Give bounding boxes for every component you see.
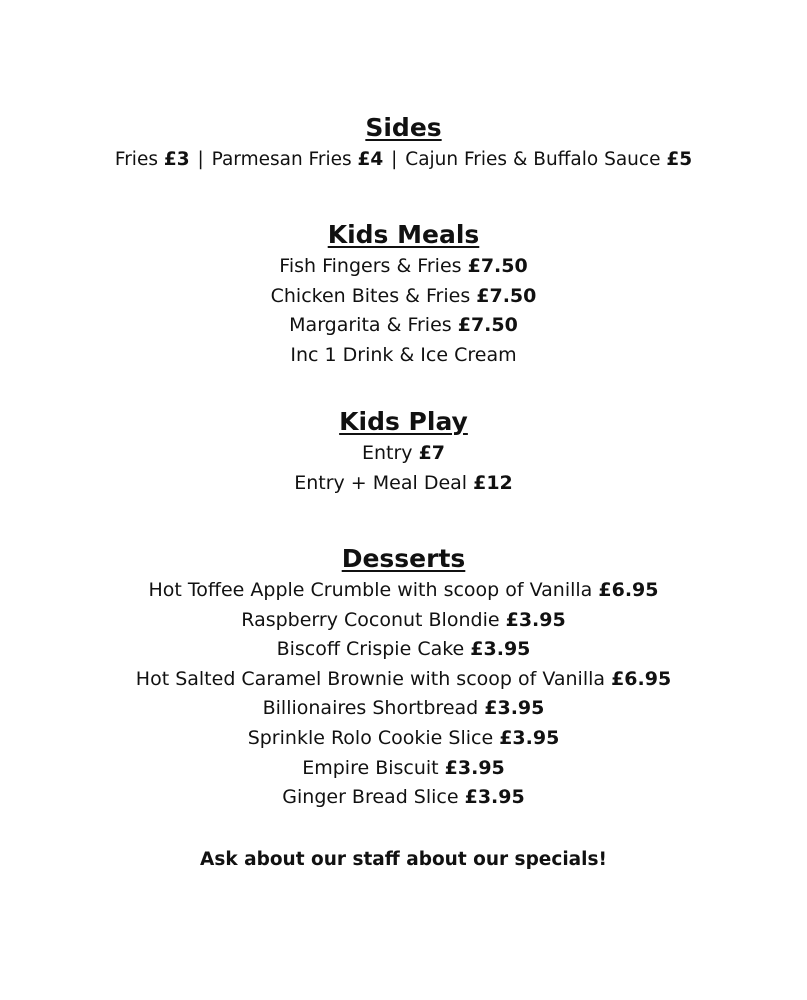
menu-item-price: £3.95 bbox=[464, 786, 525, 809]
menu-item bbox=[0, 694, 807, 724]
menu-item-name: Entry bbox=[361, 442, 413, 464]
menu-item-price: £7.50 bbox=[467, 255, 528, 277]
menu-item-price: £6.95 bbox=[598, 579, 659, 601]
kids-meals-section bbox=[0, 220, 807, 370]
desserts-heading: Desserts bbox=[341, 544, 466, 573]
kids-play-items bbox=[0, 439, 807, 498]
menu-item-price: £3.95 bbox=[499, 726, 560, 749]
sides-line bbox=[0, 145, 807, 175]
menu-item bbox=[0, 311, 807, 341]
menu-item-name: Biscoff Crispie Cake bbox=[276, 638, 465, 661]
menu-item bbox=[0, 606, 807, 636]
menu-item-name: Sprinkle Rolo Cookie Slice bbox=[247, 726, 494, 749]
menu-item-price: £3.95 bbox=[470, 638, 531, 661]
kids-meals-note: Inc 1 Drink & Ice Cream bbox=[290, 343, 517, 366]
menu-item bbox=[0, 282, 807, 312]
menu-item-name: Entry + Meal Deal bbox=[294, 471, 468, 494]
menu-item bbox=[0, 783, 807, 813]
menu-item-name: Raspberry Coconut Blondie bbox=[241, 608, 500, 631]
side-item-price: £3 bbox=[163, 149, 190, 170]
menu-item-price: £7.50 bbox=[476, 284, 537, 307]
side-item-price: £4 bbox=[357, 149, 384, 170]
menu-item-price: £3.95 bbox=[484, 697, 545, 720]
menu-item bbox=[0, 635, 807, 665]
menu-item bbox=[0, 724, 807, 754]
menu-item bbox=[0, 469, 807, 499]
menu-item bbox=[0, 754, 807, 784]
kids-play-heading: Kids Play bbox=[339, 407, 468, 436]
menu-item bbox=[0, 576, 807, 606]
menu-item-price: £7.50 bbox=[457, 314, 518, 337]
menu-item-name: Empire Biscuit bbox=[302, 756, 439, 779]
menu-item bbox=[0, 665, 807, 695]
sides-heading: Sides bbox=[365, 113, 442, 142]
menu-item-price: £3.95 bbox=[444, 756, 505, 779]
menu-item-name: Margarita & Fries bbox=[289, 314, 452, 337]
separator: | bbox=[197, 149, 204, 170]
menu-item-name: Fish Fingers & Fries bbox=[279, 255, 462, 277]
side-item-price: £5 bbox=[666, 149, 693, 170]
side-item-name: Cajun Fries & Buffalo Sauce bbox=[405, 149, 661, 170]
side-item-name: Parmesan Fries bbox=[211, 149, 352, 170]
kids-meals-heading: Kids Meals bbox=[327, 220, 480, 249]
side-item-name: Fries bbox=[114, 149, 158, 170]
menu-item-price: £6.95 bbox=[611, 667, 672, 690]
kids-meals-items bbox=[0, 252, 807, 370]
sides-section bbox=[0, 113, 807, 175]
menu-item-name: Ginger Bread Slice bbox=[282, 786, 459, 809]
menu-item bbox=[0, 439, 807, 469]
menu-item-price: £3.95 bbox=[505, 608, 566, 631]
separator: | bbox=[391, 149, 398, 170]
desserts-section bbox=[0, 544, 807, 813]
specials-note: Ask about our staff about our specials! bbox=[200, 849, 607, 870]
sides-items bbox=[0, 145, 807, 175]
menu-item-price: £7 bbox=[418, 442, 446, 464]
menu-item bbox=[0, 252, 807, 282]
kids-play-section bbox=[0, 407, 807, 498]
menu-item-name: Chicken Bites & Fries bbox=[270, 284, 471, 307]
desserts-items bbox=[0, 576, 807, 813]
menu-item-name: Hot Salted Caramel Brownie with scoop of Vanilla bbox=[135, 667, 606, 690]
menu-item-name: Hot Toffee Apple Crumble with scoop of Vanilla bbox=[148, 579, 593, 601]
menu-item-price: £12 bbox=[473, 471, 513, 494]
menu-item-name: Billionaires Shortbread bbox=[262, 697, 479, 720]
